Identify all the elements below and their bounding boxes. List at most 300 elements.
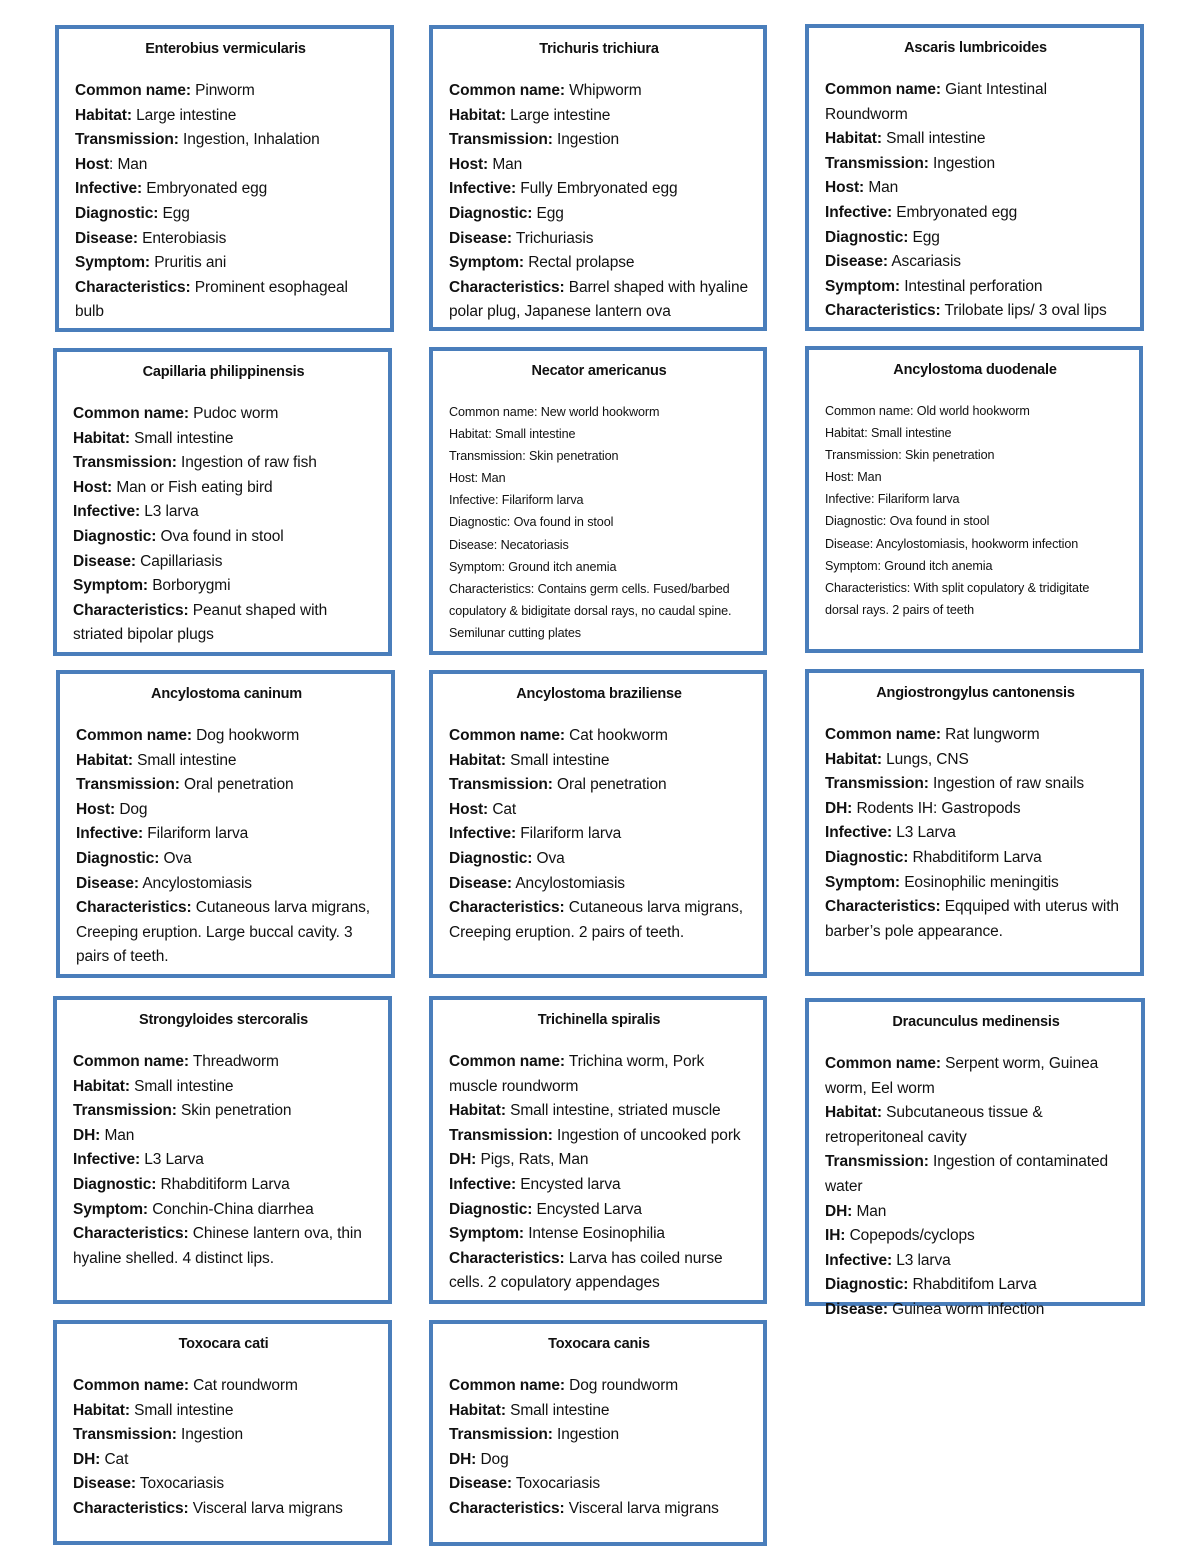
field-label: Characteristics:: [76, 899, 192, 917]
field-value: Ingestion of uncooked pork: [552, 1126, 741, 1144]
field-label: DH:: [73, 1126, 101, 1144]
field-label: Characteristics:: [449, 1499, 565, 1517]
field-value: Eqquiped with uterus with barber’s pole appearance.: [825, 898, 1119, 940]
field-row: [825, 871, 1126, 896]
field-row: [825, 772, 1126, 797]
field-value: Diagnostic: Ova found in stool: [449, 515, 614, 530]
field-label: Transmission:: [73, 1102, 177, 1120]
field-value: L3 Larva: [892, 824, 956, 842]
field-value: Small intestine: [129, 1401, 234, 1419]
field-value: Guinea worm infection: [887, 1300, 1045, 1318]
field-label: Diagnostic:: [825, 228, 909, 246]
field-row: [825, 533, 1125, 555]
field-row: [825, 400, 1125, 422]
field-label: Diagnostic:: [449, 849, 533, 867]
field-value: Common name: New world hookworm: [449, 405, 660, 419]
field-row: [449, 445, 749, 467]
card-necator: [429, 347, 767, 655]
field-value: Filariform larva: [143, 825, 249, 843]
field-value: Small intestine: [129, 429, 234, 447]
field-label: DH:: [449, 1151, 477, 1169]
card-title: Trichuris trichiura: [539, 41, 659, 57]
field-row: [449, 128, 749, 153]
field-row: [825, 127, 1126, 152]
field-row: [449, 153, 749, 178]
field-list: [76, 724, 377, 970]
field-label: Common name:: [449, 727, 565, 744]
field-value: Pigs, Rats, Man: [476, 1151, 589, 1169]
field-row: [73, 599, 374, 648]
field-label: IH:: [825, 1227, 846, 1245]
field-value: Ingestion of raw fish: [176, 454, 317, 472]
field-row: [76, 847, 377, 872]
field-value: Rhabditiform Larva: [156, 1175, 290, 1193]
field-value: Habitat: Small intestine: [449, 427, 576, 442]
field-label: Symptom:: [73, 1200, 148, 1218]
field-value: Man: [864, 179, 899, 197]
field-row: [825, 275, 1126, 300]
field-row: [449, 1124, 749, 1149]
field-value: Rhabditifom Larva: [908, 1276, 1037, 1294]
field-label: Transmission:: [825, 154, 929, 172]
card-title: Capillaria philippinensis: [142, 364, 305, 380]
field-value: Borborygmi: [147, 577, 231, 595]
card-trichuris: [429, 25, 767, 331]
field-row: [73, 1472, 374, 1497]
card-title: Toxocara canis: [548, 1336, 650, 1352]
field-value: Ancylostomiasis: [138, 874, 252, 892]
field-row: [73, 1148, 374, 1173]
field-label: Infective:: [449, 825, 517, 843]
field-label: Habitat:: [73, 1077, 130, 1095]
field-value: Ova: [532, 849, 565, 867]
field-row: [449, 489, 749, 511]
field-list: [825, 400, 1125, 621]
field-label: Common name:: [825, 1055, 941, 1072]
card-enterobius: [55, 25, 394, 332]
field-row: [449, 578, 749, 644]
field-label: DH:: [449, 1450, 477, 1468]
field-value: L3 larva: [140, 503, 199, 521]
field-list: [73, 1374, 374, 1522]
field-value: Rat lungworm: [940, 726, 1040, 743]
field-label: Characteristics:: [449, 1249, 565, 1267]
field-value: Common name: Old world hookworm: [825, 404, 1030, 418]
field-label: Common name:: [825, 726, 941, 743]
field-value: Trichuriasis: [511, 229, 594, 247]
field-value: Whipworm: [564, 82, 642, 99]
field-value: Disease: Ancylostomiasis, hookworm infection: [825, 536, 1079, 551]
field-value: Dog: [115, 800, 148, 818]
field-row: [449, 1148, 749, 1173]
field-row: [73, 451, 374, 476]
field-row: [76, 773, 377, 798]
field-label: Habitat:: [825, 130, 882, 148]
field-row: [73, 427, 374, 452]
field-value: Prominent esophageal bulb: [75, 278, 348, 321]
field-row: [825, 555, 1125, 577]
field-row: [449, 1423, 749, 1448]
field-label: Characteristics:: [825, 898, 941, 916]
field-label: Habitat:: [449, 1401, 506, 1419]
field-value: Man or Fish eating bird: [112, 478, 273, 496]
field-list: [825, 723, 1126, 944]
field-label: Symptom:: [73, 577, 148, 595]
field-row: [825, 201, 1126, 226]
field-row: [76, 798, 377, 823]
field-row: [73, 1173, 374, 1198]
field-label: Transmission:: [449, 131, 553, 149]
field-value: Oral penetration: [179, 776, 294, 794]
field-row: [73, 525, 374, 550]
field-value: Ingestion: [928, 154, 996, 172]
field-value: Diagnostic: Ova found in stool: [825, 514, 990, 529]
field-label: Symptom:: [825, 277, 900, 295]
field-label: Diagnostic:: [825, 848, 909, 866]
field-row: [825, 821, 1126, 846]
field-label: Infective:: [73, 1151, 141, 1169]
field-row: [449, 1099, 749, 1124]
field-row: [825, 444, 1125, 466]
card-capillaria: [53, 348, 392, 656]
field-value: Larva has coiled nurse cells. 2 copulatory appendages: [449, 1249, 723, 1292]
card-ancylostoma-braziliense: [429, 670, 767, 978]
field-list: [825, 78, 1126, 324]
field-row: [449, 822, 749, 847]
field-row: [73, 1399, 374, 1424]
field-value: Trichina worm, Pork muscle roundworm: [449, 1053, 705, 1095]
field-row: [73, 476, 374, 501]
field-value: Cutaneous larva migrans, Creeping eruption. 2 pairs of teeth.: [449, 899, 743, 941]
field-value: Egg: [908, 228, 940, 246]
field-row: [449, 1399, 749, 1424]
field-label: Diagnostic:: [73, 1175, 157, 1193]
field-value: Enterobiasis: [137, 229, 227, 247]
field-row: [75, 276, 376, 325]
field-value: Infective: Filariform larva: [825, 492, 960, 507]
field-value: Symptom: Ground itch anemia: [449, 559, 617, 574]
field-row: [825, 1273, 1127, 1298]
field-row: [73, 1198, 374, 1223]
field-row: [449, 1247, 749, 1296]
field-value: Host: Man: [449, 471, 506, 486]
card-strongyloides: [53, 996, 392, 1304]
field-row: [449, 1472, 749, 1497]
field-row: [449, 467, 749, 489]
field-label: Habitat:: [449, 1102, 506, 1120]
field-value: Encysted larva: [516, 1175, 621, 1193]
field-label: Diagnostic:: [75, 204, 159, 222]
field-label: Host:: [825, 179, 865, 197]
field-row: [825, 152, 1126, 177]
card-ascaris: [805, 24, 1144, 331]
field-value: Ingestion: [176, 1426, 244, 1444]
field-row: [449, 104, 749, 129]
field-label: Habitat:: [825, 1104, 882, 1122]
field-row: [449, 1222, 749, 1247]
field-row: [825, 723, 1126, 748]
field-label: Characteristics:: [73, 1499, 189, 1517]
field-row: [449, 401, 749, 423]
field-list: [75, 79, 376, 325]
field-row: [76, 872, 377, 897]
field-value: Intestinal perforation: [899, 277, 1043, 295]
field-row: [76, 749, 377, 774]
field-row: [449, 847, 749, 872]
field-value: Embryonated egg: [892, 203, 1018, 221]
field-label: Disease:: [75, 229, 138, 247]
field-label: DH:: [73, 1450, 101, 1468]
field-value: Dog: [476, 1450, 509, 1468]
field-label: Habitat:: [449, 751, 506, 769]
field-row: [449, 749, 749, 774]
field-value: Infective: Filariform larva: [449, 493, 584, 508]
field-row: [73, 1124, 374, 1149]
field-value: Small intestine: [505, 1401, 610, 1419]
field-value: Small intestine: [129, 1077, 234, 1095]
field-label: Disease:: [825, 1300, 888, 1318]
field-value: Encysted Larva: [532, 1200, 642, 1218]
card-title: Ancylostoma caninum: [151, 686, 302, 702]
field-label: Characteristics:: [73, 601, 189, 619]
field-row: [73, 1075, 374, 1100]
field-value: Ingestion of contaminated water: [825, 1153, 1109, 1195]
field-row: [825, 1249, 1127, 1274]
card-title: Trichinella spiralis: [537, 1012, 661, 1028]
field-list: [449, 724, 749, 945]
field-row: [825, 176, 1126, 201]
field-value: Small intestine: [505, 751, 610, 769]
field-label: Infective:: [75, 180, 143, 198]
field-row: [825, 1052, 1127, 1101]
field-value: Toxocariasis: [511, 1475, 600, 1493]
field-label: Transmission:: [449, 1126, 553, 1144]
field-value: Ova found in stool: [156, 527, 284, 545]
field-row: [449, 1050, 749, 1099]
field-label: Disease:: [449, 229, 512, 247]
field-label: Habitat:: [76, 751, 133, 769]
field-label: Disease:: [73, 1475, 136, 1493]
field-label: Host:: [449, 155, 489, 173]
field-value: Ova: [159, 849, 192, 867]
field-row: [449, 1448, 749, 1473]
field-value: Rodents IH: Gastropods: [852, 799, 1021, 817]
field-label: Symptom:: [449, 1225, 524, 1243]
field-value: Disease: Necatoriasis: [449, 537, 569, 552]
field-list: [449, 401, 749, 644]
field-row: [76, 724, 377, 749]
field-label: Infective:: [825, 203, 893, 221]
field-value: Dog hookworm: [191, 727, 300, 744]
field-label: Symptom:: [449, 254, 524, 272]
field-value: Small intestine: [132, 751, 237, 769]
field-label: Habitat:: [75, 106, 132, 124]
card-title: Strongyloides stercoralis: [138, 1012, 309, 1028]
field-list: [449, 1050, 749, 1296]
field-row: [449, 423, 749, 445]
field-label: DH:: [825, 1202, 853, 1220]
field-row: [825, 1200, 1127, 1225]
field-label: Transmission:: [825, 1153, 929, 1171]
field-value: Conchin-China diarrhea: [147, 1200, 314, 1218]
field-row: [73, 1423, 374, 1448]
field-label: Diagnostic:: [449, 204, 533, 222]
field-label: Habitat:: [449, 106, 506, 124]
field-label: Host:: [73, 478, 113, 496]
field-value: Cat roundworm: [188, 1377, 298, 1394]
field-value: Dog roundworm: [564, 1377, 679, 1394]
field-label: Common name:: [73, 1053, 189, 1070]
field-value: Ascariasis: [887, 253, 961, 271]
field-value: Visceral larva migrans: [188, 1499, 343, 1517]
field-label: Common name:: [75, 82, 191, 99]
field-label: Habitat:: [825, 750, 882, 768]
field-row: [825, 1101, 1127, 1150]
field-row: [449, 511, 749, 533]
field-row: [73, 1099, 374, 1124]
field-label: Disease:: [449, 1475, 512, 1493]
field-row: [825, 466, 1125, 488]
field-row: [75, 153, 376, 178]
field-label: Common name:: [73, 1377, 189, 1394]
card-angiostrongylus: [805, 669, 1144, 976]
field-value: Large intestine: [505, 106, 611, 124]
field-label: Infective:: [449, 1175, 517, 1193]
field-row: [73, 1374, 374, 1399]
card-title: Ascaris lumbricoides: [904, 40, 1047, 56]
field-row: [825, 510, 1125, 532]
card-title: Enterobius vermicularis: [145, 41, 306, 57]
field-row: [75, 104, 376, 129]
field-row: [825, 577, 1125, 621]
field-label: Infective:: [825, 824, 893, 842]
field-value: Transmission: Skin penetration: [449, 449, 619, 464]
field-value: Peanut shaped with striated bipolar plugs: [73, 601, 328, 644]
field-label: Infective:: [73, 503, 141, 521]
field-row: [825, 1224, 1127, 1249]
field-value: Ingestion of raw snails: [928, 775, 1085, 793]
field-label: Disease:: [449, 874, 512, 892]
field-row: [825, 78, 1126, 127]
field-label: Common name:: [449, 1053, 565, 1070]
field-list: [73, 1050, 374, 1271]
field-row: [449, 896, 749, 945]
field-list: [449, 79, 749, 325]
field-row: [825, 797, 1126, 822]
field-list: [825, 1052, 1127, 1323]
card-toxocara-canis: [429, 1320, 767, 1546]
field-row: [75, 202, 376, 227]
field-row: [449, 1173, 749, 1198]
field-row: [825, 250, 1126, 275]
field-row: [449, 79, 749, 104]
field-label: Host:: [76, 800, 116, 818]
field-label: Disease:: [825, 253, 888, 271]
card-ancylostoma-caninum: [56, 670, 395, 978]
field-row: [825, 226, 1126, 251]
field-row: [825, 422, 1125, 444]
field-row: [75, 128, 376, 153]
field-row: [449, 1497, 749, 1522]
field-label: Transmission:: [73, 1426, 177, 1444]
card-dracunculus: [805, 998, 1145, 1318]
field-list: [449, 1374, 749, 1522]
card-trichinella: [429, 996, 767, 1304]
field-label: Host:: [449, 800, 489, 818]
field-row: [449, 798, 749, 823]
field-value: Ingestion: [552, 1426, 620, 1444]
field-value: Filariform larva: [516, 825, 622, 843]
field-label: Transmission:: [449, 776, 553, 794]
field-label: Symptom:: [825, 873, 900, 891]
field-value: Intense Eosinophilia: [523, 1225, 665, 1243]
card-ancylostoma-duodenale: [805, 346, 1143, 653]
field-row: [73, 402, 374, 427]
card-title: Angiostrongylus cantonensis: [876, 685, 1075, 701]
field-value: L3 Larva: [140, 1151, 204, 1169]
field-label: Diagnostic:: [449, 1200, 533, 1218]
field-value: Cat: [488, 800, 517, 818]
field-label: Transmission:: [73, 454, 177, 472]
field-value: Oral penetration: [552, 776, 667, 794]
field-label: Characteristics:: [449, 278, 565, 296]
field-value: Host: Man: [825, 470, 882, 485]
field-label: Symptom:: [75, 254, 150, 272]
card-title: Toxocara cati: [178, 1336, 269, 1352]
field-row: [73, 500, 374, 525]
field-label: Disease:: [73, 552, 136, 570]
field-label: Common name:: [73, 405, 189, 422]
field-label: Transmission:: [449, 1426, 553, 1444]
field-label: Infective:: [76, 825, 144, 843]
field-value: Serpent worm, Guinea worm, Eel worm: [825, 1055, 1099, 1097]
field-value: Lungs, CNS: [881, 750, 969, 768]
field-label: Infective:: [825, 1251, 893, 1269]
field-value: Transmission: Skin penetration: [825, 448, 995, 463]
field-value: Ingestion: [552, 131, 620, 149]
field-value: Threadworm: [188, 1053, 279, 1070]
field-row: [73, 1497, 374, 1522]
field-value: Barrel shaped with hyaline polar plug, Japanese lantern ova: [449, 278, 748, 321]
card-toxocara-cati: [53, 1320, 392, 1545]
field-label: Characteristics:: [75, 278, 191, 296]
field-value: Small intestine: [881, 130, 986, 148]
field-label: Infective:: [449, 180, 517, 198]
field-label: Common name:: [825, 81, 941, 98]
field-value: Subcutaneous tissue & retroperitoneal cavity: [825, 1104, 1043, 1146]
field-value: Copepods/cyclops: [845, 1227, 975, 1245]
field-value: Capillariasis: [135, 552, 223, 570]
field-row: [449, 177, 749, 202]
field-row: [449, 276, 749, 325]
card-title: Ancylostoma braziliense: [516, 686, 682, 702]
field-value: Cutaneous larva migrans, Creeping eruption. Large buccal cavity. 3 pairs of teeth.: [76, 899, 370, 966]
card-title: Ancylostoma duodenale: [893, 362, 1057, 378]
field-row: [449, 202, 749, 227]
field-value: Trilobate lips/ 3 oval lips: [940, 302, 1107, 320]
field-label: DH:: [825, 799, 853, 817]
field-label: Host: [75, 155, 110, 173]
field-value: : Man: [109, 155, 148, 173]
field-row: [825, 1298, 1127, 1323]
field-value: Pinworm: [190, 82, 255, 99]
field-row: [75, 79, 376, 104]
field-label: Characteristics:: [825, 302, 941, 320]
field-row: [75, 227, 376, 252]
field-row: [73, 1448, 374, 1473]
field-value: Characteristics: With split copulatory & tridigitate dorsal rays. 2 pairs of teeth: [825, 580, 1090, 617]
field-value: Pruritis ani: [149, 254, 227, 272]
